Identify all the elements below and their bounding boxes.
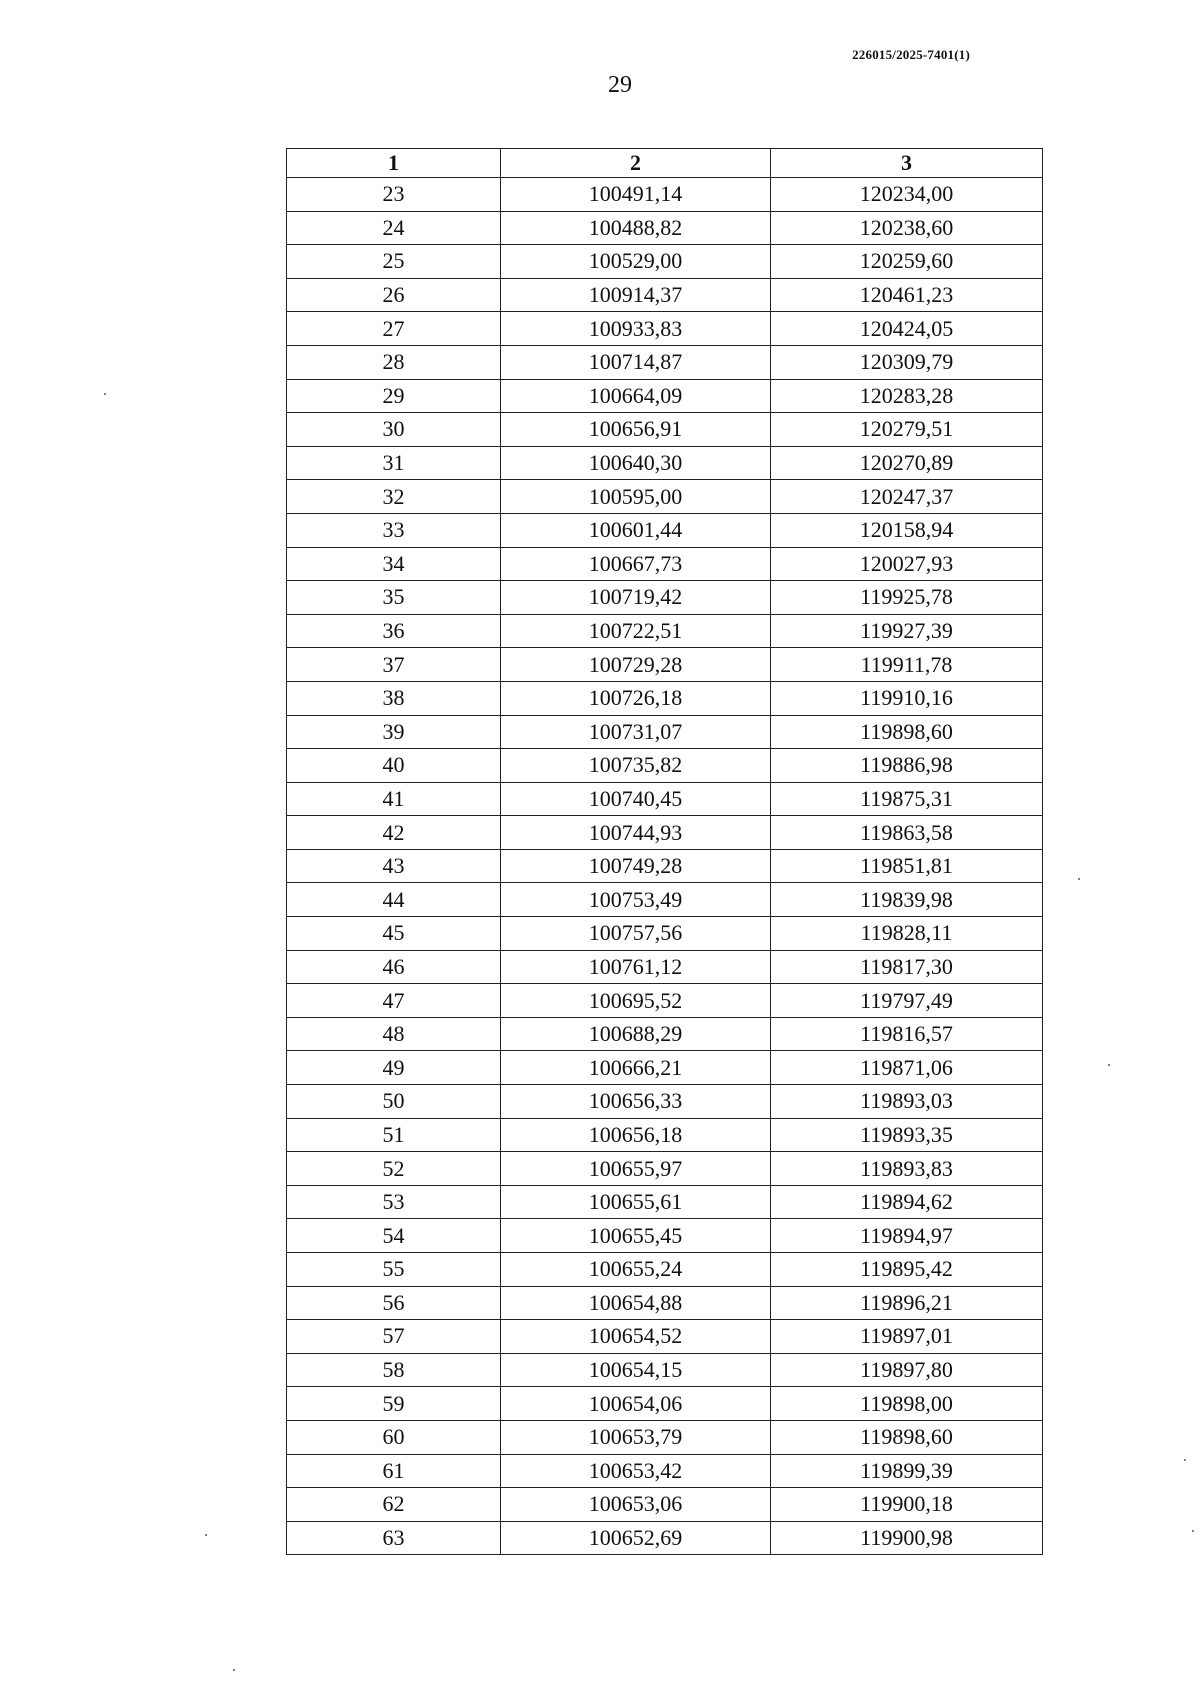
point-number-cell: 49 [287,1051,501,1085]
y-coordinate-cell: 119898,60 [771,715,1043,749]
x-coordinate-cell: 100654,88 [501,1286,771,1320]
table-row [287,782,1043,816]
y-coordinate-cell: 119816,57 [771,1017,1043,1051]
document-reference: 226015/2025-7401(1) [852,47,970,62]
scan-speck [1078,878,1080,880]
y-coordinate-cell: 119893,03 [771,1085,1043,1119]
point-number-cell: 33 [287,513,501,547]
table-row [287,749,1043,783]
column-header-2: 2 [501,149,771,178]
y-coordinate-cell: 119871,06 [771,1051,1043,1085]
point-number-cell: 39 [287,715,501,749]
table-row [287,513,1043,547]
x-coordinate-cell: 100744,93 [501,816,771,850]
table-row [287,1017,1043,1051]
y-coordinate-cell: 119911,78 [771,648,1043,682]
x-coordinate-cell: 100757,56 [501,917,771,951]
y-coordinate-cell: 119893,35 [771,1118,1043,1152]
table-row [287,480,1043,514]
y-coordinate-cell: 119896,21 [771,1286,1043,1320]
point-number-cell: 30 [287,413,501,447]
table-row [287,681,1043,715]
y-coordinate-cell: 120158,94 [771,513,1043,547]
point-number-cell: 35 [287,581,501,615]
table-row [287,1085,1043,1119]
y-coordinate-cell: 119899,39 [771,1454,1043,1488]
y-coordinate-cell: 120027,93 [771,547,1043,581]
table-row [287,413,1043,447]
point-number-cell: 62 [287,1488,501,1522]
x-coordinate-cell: 100714,87 [501,345,771,379]
point-number-cell: 40 [287,749,501,783]
table-row [287,849,1043,883]
table-row [287,1488,1043,1522]
scan-speck [1192,1530,1194,1532]
point-number-cell: 52 [287,1152,501,1186]
x-coordinate-cell: 100695,52 [501,984,771,1018]
table-row [287,379,1043,413]
point-number-cell: 55 [287,1253,501,1287]
y-coordinate-cell: 120247,37 [771,480,1043,514]
x-coordinate-cell: 100529,00 [501,245,771,279]
y-coordinate-cell: 119900,18 [771,1488,1043,1522]
x-coordinate-cell: 100749,28 [501,849,771,883]
point-number-cell: 31 [287,446,501,480]
table-row [287,648,1043,682]
table-row [287,1521,1043,1555]
x-coordinate-cell: 100655,24 [501,1253,771,1287]
table-body [287,178,1043,1555]
x-coordinate-cell: 100729,28 [501,648,771,682]
y-coordinate-cell: 119894,97 [771,1219,1043,1253]
x-coordinate-cell: 100914,37 [501,278,771,312]
x-coordinate-cell: 100761,12 [501,950,771,984]
point-number-cell: 32 [287,480,501,514]
y-coordinate-cell: 119897,01 [771,1320,1043,1354]
table-row [287,917,1043,951]
table-row [287,1219,1043,1253]
x-coordinate-cell: 100688,29 [501,1017,771,1051]
table-row [287,278,1043,312]
y-coordinate-cell: 119927,39 [771,614,1043,648]
y-coordinate-cell: 119898,00 [771,1387,1043,1421]
x-coordinate-cell: 100656,33 [501,1085,771,1119]
point-number-cell: 51 [287,1118,501,1152]
point-number-cell: 36 [287,614,501,648]
y-coordinate-cell: 120461,23 [771,278,1043,312]
table-row [287,1051,1043,1085]
point-number-cell: 46 [287,950,501,984]
point-number-cell: 50 [287,1085,501,1119]
point-number-cell: 45 [287,917,501,951]
x-coordinate-cell: 100735,82 [501,749,771,783]
point-number-cell: 60 [287,1420,501,1454]
y-coordinate-cell: 120309,79 [771,345,1043,379]
y-coordinate-cell: 120238,60 [771,211,1043,245]
point-number-cell: 28 [287,345,501,379]
x-coordinate-cell: 100656,18 [501,1118,771,1152]
y-coordinate-cell: 120234,00 [771,178,1043,212]
x-coordinate-cell: 100488,82 [501,211,771,245]
column-header-1: 1 [287,149,501,178]
point-number-cell: 41 [287,782,501,816]
y-coordinate-cell: 119895,42 [771,1253,1043,1287]
coordinates-table-container [286,148,1043,1555]
point-number-cell: 54 [287,1219,501,1253]
scan-speck [205,1534,207,1536]
table-row [287,312,1043,346]
x-coordinate-cell: 100726,18 [501,681,771,715]
y-coordinate-cell: 119851,81 [771,849,1043,883]
table-row [287,614,1043,648]
table-row [287,345,1043,379]
x-coordinate-cell: 100640,30 [501,446,771,480]
y-coordinate-cell: 119893,83 [771,1152,1043,1186]
x-coordinate-cell: 100731,07 [501,715,771,749]
point-number-cell: 61 [287,1454,501,1488]
x-coordinate-cell: 100491,14 [501,178,771,212]
table-row [287,1387,1043,1421]
y-coordinate-cell: 119817,30 [771,950,1043,984]
table-row [287,1420,1043,1454]
point-number-cell: 63 [287,1521,501,1555]
point-number-cell: 26 [287,278,501,312]
x-coordinate-cell: 100655,61 [501,1185,771,1219]
point-number-cell: 43 [287,849,501,883]
point-number-cell: 25 [287,245,501,279]
point-number-cell: 59 [287,1387,501,1421]
table-row [287,816,1043,850]
scan-speck [104,393,106,395]
x-coordinate-cell: 100653,06 [501,1488,771,1522]
y-coordinate-cell: 120270,89 [771,446,1043,480]
y-coordinate-cell: 119894,62 [771,1185,1043,1219]
x-coordinate-cell: 100601,44 [501,513,771,547]
x-coordinate-cell: 100753,49 [501,883,771,917]
y-coordinate-cell: 119886,98 [771,749,1043,783]
scan-speck [1184,1459,1186,1461]
y-coordinate-cell: 120279,51 [771,413,1043,447]
x-coordinate-cell: 100664,09 [501,379,771,413]
point-number-cell: 53 [287,1185,501,1219]
x-coordinate-cell: 100933,83 [501,312,771,346]
y-coordinate-cell: 119898,60 [771,1420,1043,1454]
point-number-cell: 24 [287,211,501,245]
x-coordinate-cell: 100655,45 [501,1219,771,1253]
y-coordinate-cell: 120283,28 [771,379,1043,413]
y-coordinate-cell: 120259,60 [771,245,1043,279]
x-coordinate-cell: 100595,00 [501,480,771,514]
x-coordinate-cell: 100653,42 [501,1454,771,1488]
table-row [287,883,1043,917]
x-coordinate-cell: 100667,73 [501,547,771,581]
x-coordinate-cell: 100654,52 [501,1320,771,1354]
table-row [287,1185,1043,1219]
x-coordinate-cell: 100653,79 [501,1420,771,1454]
point-number-cell: 48 [287,1017,501,1051]
point-number-cell: 37 [287,648,501,682]
x-coordinate-cell: 100666,21 [501,1051,771,1085]
table-row [287,581,1043,615]
point-number-cell: 27 [287,312,501,346]
table-row [287,715,1043,749]
y-coordinate-cell: 119900,98 [771,1521,1043,1555]
x-coordinate-cell: 100719,42 [501,581,771,615]
table-row [287,245,1043,279]
y-coordinate-cell: 119828,11 [771,917,1043,951]
x-coordinate-cell: 100652,69 [501,1521,771,1555]
table-row [287,1353,1043,1387]
point-number-cell: 58 [287,1353,501,1387]
y-coordinate-cell: 119839,98 [771,883,1043,917]
table-row [287,1320,1043,1354]
table-row [287,211,1043,245]
x-coordinate-cell: 100654,06 [501,1387,771,1421]
table-row [287,446,1043,480]
y-coordinate-cell: 119797,49 [771,984,1043,1018]
point-number-cell: 38 [287,681,501,715]
y-coordinate-cell: 119925,78 [771,581,1043,615]
point-number-cell: 56 [287,1286,501,1320]
x-coordinate-cell: 100654,15 [501,1353,771,1387]
table-row [287,1118,1043,1152]
table-row [287,950,1043,984]
y-coordinate-cell: 119910,16 [771,681,1043,715]
point-number-cell: 44 [287,883,501,917]
table-row [287,178,1043,212]
table-row [287,984,1043,1018]
y-coordinate-cell: 119897,80 [771,1353,1043,1387]
x-coordinate-cell: 100740,45 [501,782,771,816]
table-header-row [287,149,1043,178]
table-row [287,547,1043,581]
y-coordinate-cell: 119863,58 [771,816,1043,850]
table-row [287,1253,1043,1287]
page-number: 29 [608,72,632,98]
column-header-3: 3 [771,149,1043,178]
y-coordinate-cell: 119875,31 [771,782,1043,816]
x-coordinate-cell: 100655,97 [501,1152,771,1186]
x-coordinate-cell: 100722,51 [501,614,771,648]
table-row [287,1454,1043,1488]
point-number-cell: 34 [287,547,501,581]
point-number-cell: 42 [287,816,501,850]
scan-speck [233,1669,235,1671]
table-row [287,1286,1043,1320]
x-coordinate-cell: 100656,91 [501,413,771,447]
point-number-cell: 57 [287,1320,501,1354]
point-number-cell: 29 [287,379,501,413]
table-row [287,1152,1043,1186]
y-coordinate-cell: 120424,05 [771,312,1043,346]
scan-speck [1108,1064,1110,1066]
coordinates-table [286,148,1043,1555]
point-number-cell: 23 [287,178,501,212]
point-number-cell: 47 [287,984,501,1018]
